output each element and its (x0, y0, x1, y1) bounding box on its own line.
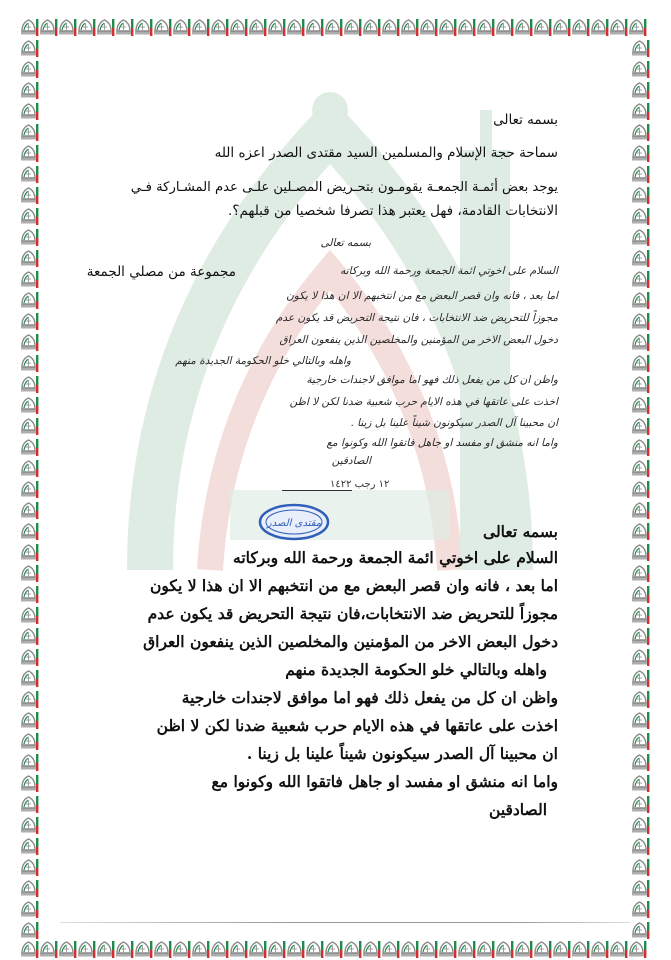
transcription-line: واما انه منشق او مفسد او جاهل فاتقوا الله وكونوا مع (211, 772, 558, 791)
mosque-dome-icon (457, 939, 476, 960)
mosque-dome-icon (20, 836, 39, 857)
mosque-dome-icon (631, 731, 650, 752)
handwritten-line: واظن ان كل من يفعل ذلك فهو اما موافق لاجندات خارجية (306, 374, 558, 386)
mosque-dome-icon (631, 563, 650, 584)
mosque-dome-icon (20, 689, 39, 710)
mosque-dome-icon (631, 248, 650, 269)
border-left (20, 38, 39, 941)
mosque-dome-icon (362, 939, 381, 960)
mosque-dome-icon (58, 17, 77, 38)
mosque-dome-icon (631, 101, 650, 122)
mosque-dome-icon (609, 939, 628, 960)
mosque-dome-icon (631, 605, 650, 626)
mosque-dome-icon (631, 374, 650, 395)
seal-text: مقتدى الصدر (266, 518, 322, 529)
mosque-dome-icon (77, 939, 96, 960)
mosque-dome-icon (631, 794, 650, 815)
mosque-dome-icon (20, 185, 39, 206)
mosque-dome-icon (20, 122, 39, 143)
question-sender: مجموعة من مصلي الجمعة (86, 264, 236, 280)
mosque-dome-icon (20, 59, 39, 80)
mosque-dome-icon (571, 17, 590, 38)
mosque-dome-icon (362, 17, 381, 38)
mosque-dome-icon (631, 185, 650, 206)
mosque-dome-icon (628, 17, 647, 38)
mosque-dome-icon (476, 939, 495, 960)
mosque-dome-icon (229, 17, 248, 38)
mosque-dome-icon (631, 59, 650, 80)
mosque-dome-icon (457, 17, 476, 38)
mosque-dome-icon (495, 17, 514, 38)
mosque-dome-icon (115, 17, 134, 38)
mosque-dome-icon (631, 773, 650, 794)
mosque-dome-icon (631, 290, 650, 311)
mosque-dome-icon (20, 416, 39, 437)
mosque-dome-icon (20, 815, 39, 836)
mosque-dome-icon (20, 710, 39, 731)
handwritten-line: واما انه منشق او مفسد او جاهل فاتقوا الله وكونوا مع (326, 437, 558, 449)
transcription-line: واهله وبالتالي خلو الحكومة الجديدة منهم (285, 660, 547, 679)
mosque-dome-icon (20, 311, 39, 332)
transcription-line: اخذت على عاتقها في هذه الايام حرب شعبية ضدنا لكن لا اظن (156, 716, 558, 735)
mosque-dome-icon (631, 395, 650, 416)
mosque-dome-icon (248, 17, 267, 38)
mosque-dome-icon (20, 164, 39, 185)
mosque-dome-icon (20, 920, 39, 941)
transcription-line: واظن ان كل من يفعل ذلك فهو اما موافق لاجندات خارجية (181, 688, 558, 707)
transcription-line: اما بعد ، فانه وان قصر البعض مع من انتخبهم الا ان هذا لا يكون (150, 576, 558, 595)
mosque-dome-icon (631, 500, 650, 521)
transcription-line: دخول البعض الاخر من المؤمنين والمخلصين الذين ينفعون العراق (143, 632, 558, 651)
mosque-dome-icon (20, 647, 39, 668)
transcription-line: مجوزاً للتحريض ضد الانتخابات،فان نتيجة التحريض قد يكون عدم (147, 604, 558, 623)
mosque-dome-icon (609, 17, 628, 38)
mosque-dome-icon (20, 731, 39, 752)
mosque-dome-icon (20, 17, 39, 38)
mosque-dome-icon (20, 899, 39, 920)
mosque-dome-icon (631, 857, 650, 878)
transcription-basmala: بسمه تعالى (483, 522, 558, 541)
mosque-dome-icon (286, 17, 305, 38)
mosque-dome-icon (631, 836, 650, 857)
mosque-dome-icon (305, 17, 324, 38)
mosque-dome-icon (153, 939, 172, 960)
transcription-line: السلام على اخوتي ائمة الجمعة ورحمة الله وبركاته (233, 548, 558, 567)
mosque-dome-icon (631, 122, 650, 143)
mosque-dome-icon (267, 17, 286, 38)
mosque-dome-icon (20, 878, 39, 899)
mosque-dome-icon (248, 939, 267, 960)
mosque-dome-icon (153, 17, 172, 38)
mosque-dome-icon (96, 939, 115, 960)
mosque-dome-icon (631, 206, 650, 227)
transcription-line: ان محبينا آل الصدر سيكونون شيناً علينا بل زينا . (246, 744, 558, 763)
mosque-dome-icon (58, 939, 77, 960)
mosque-dome-icon (631, 332, 650, 353)
mosque-dome-icon (20, 939, 39, 960)
question-line-1: يوجد بعض أئمـة الجمعـة يقومـون بتحـريض المصـلين علـى عدم المشـاركة فـي (130, 180, 558, 195)
mosque-dome-icon (96, 17, 115, 38)
mosque-dome-icon (229, 939, 248, 960)
mosque-dome-icon (631, 584, 650, 605)
mosque-dome-icon (20, 38, 39, 59)
mosque-dome-icon (20, 101, 39, 122)
handwritten-line: مجوزاً للتحريض ضد الانتخابات ، فان نتيجة التحريض قد يكون عدم (275, 312, 558, 324)
mosque-dome-icon (324, 939, 343, 960)
question-addressee: سماحة حجة الإسلام والمسلمين السيد مقتدى الصدر اعزه الله (214, 145, 558, 161)
mosque-dome-icon (476, 17, 495, 38)
mosque-dome-icon (631, 668, 650, 689)
mosque-dome-icon (590, 17, 609, 38)
mosque-dome-icon (343, 17, 362, 38)
mosque-dome-icon (20, 794, 39, 815)
mosque-dome-icon (631, 458, 650, 479)
mosque-dome-icon (210, 17, 229, 38)
handwritten-line: ان محبينا آل الصدر سيكونون شيناً علينا بل زينا . (350, 417, 558, 429)
mosque-dome-icon (77, 17, 96, 38)
mosque-dome-icon (20, 248, 39, 269)
mosque-dome-icon (20, 563, 39, 584)
mosque-dome-icon (631, 899, 650, 920)
mosque-dome-icon (533, 939, 552, 960)
mosque-dome-icon (343, 939, 362, 960)
mosque-dome-icon (419, 17, 438, 38)
mosque-dome-icon (267, 939, 286, 960)
handwritten-line: واهله وبالتالي خلو الحكومة الجديدة منهم (175, 355, 351, 367)
handwritten-line: الصادقين (331, 455, 371, 467)
mosque-dome-icon (631, 710, 650, 731)
mosque-dome-icon (631, 437, 650, 458)
signature-line (282, 490, 352, 491)
handwritten-line: السلام على اخوتي ائمة الجمعة ورحمة الله وبركاته (340, 265, 558, 277)
mosque-dome-icon (631, 416, 650, 437)
mosque-dome-icon (305, 939, 324, 960)
handwritten-line: اخذت على عاتقها في هذه الايام حرب شعبية ضدنا لكن لا اظن (289, 396, 558, 408)
mosque-dome-icon (514, 939, 533, 960)
mosque-dome-icon (191, 939, 210, 960)
mosque-dome-icon (400, 17, 419, 38)
mosque-dome-icon (631, 479, 650, 500)
mosque-dome-icon (438, 17, 457, 38)
mosque-dome-icon (631, 878, 650, 899)
mosque-dome-icon (631, 626, 650, 647)
mosque-dome-icon (438, 939, 457, 960)
mosque-dome-icon (20, 269, 39, 290)
mosque-dome-icon (20, 80, 39, 101)
mosque-dome-icon (20, 605, 39, 626)
mosque-dome-icon (191, 17, 210, 38)
official-seal-icon (258, 503, 330, 541)
mosque-dome-icon (20, 479, 39, 500)
mosque-dome-icon (552, 17, 571, 38)
mosque-dome-icon (631, 353, 650, 374)
border-right (631, 38, 650, 941)
mosque-dome-icon (39, 939, 58, 960)
mosque-dome-icon (381, 17, 400, 38)
mosque-dome-icon (134, 939, 153, 960)
mosque-dome-icon (631, 689, 650, 710)
mosque-dome-icon (20, 584, 39, 605)
mosque-dome-icon (20, 857, 39, 878)
mosque-dome-icon (631, 542, 650, 563)
mosque-dome-icon (172, 939, 191, 960)
mosque-dome-icon (631, 143, 650, 164)
mosque-dome-icon (631, 38, 650, 59)
mosque-dome-icon (20, 668, 39, 689)
mosque-dome-icon (495, 939, 514, 960)
mosque-dome-icon (20, 332, 39, 353)
mosque-dome-icon (20, 752, 39, 773)
mosque-dome-icon (20, 437, 39, 458)
mosque-dome-icon (631, 164, 650, 185)
mosque-dome-icon (20, 395, 39, 416)
mosque-dome-icon (324, 17, 343, 38)
mosque-dome-icon (172, 17, 191, 38)
mosque-dome-icon (20, 290, 39, 311)
handwritten-line: دخول البعض الاخر من المؤمنين والمخلصين الذين ينفعون العراق (279, 334, 558, 346)
mosque-dome-icon (20, 353, 39, 374)
mosque-dome-icon (20, 458, 39, 479)
border-top (20, 17, 647, 38)
mosque-dome-icon (631, 227, 650, 248)
mosque-dome-icon (20, 206, 39, 227)
mosque-dome-icon (631, 920, 650, 941)
mosque-dome-icon (210, 939, 229, 960)
question-line-2: الانتخابات القادمة، فهل يعتبر هذا تصرفا شخصيا من قبلهم؟. (228, 203, 558, 219)
handwritten-date: ١٢ رجب ١٤٢٢ (330, 479, 390, 490)
mosque-dome-icon (20, 374, 39, 395)
mosque-dome-icon (20, 521, 39, 542)
mosque-dome-icon (631, 269, 650, 290)
mosque-dome-icon (419, 939, 438, 960)
mosque-dome-icon (39, 17, 58, 38)
mosque-dome-icon (631, 80, 650, 101)
mosque-dome-icon (631, 752, 650, 773)
mosque-dome-icon (628, 939, 647, 960)
mosque-dome-icon (20, 143, 39, 164)
handwritten-basmala: بسمه تعالى (320, 237, 371, 249)
mosque-dome-icon (115, 939, 134, 960)
mosque-dome-icon (20, 542, 39, 563)
transcription-line: الصادقين (489, 800, 547, 819)
mosque-dome-icon (533, 17, 552, 38)
mosque-dome-icon (20, 626, 39, 647)
border-bottom (20, 939, 647, 960)
handwritten-line: اما بعد ، فانه وان قصر البعض مع من انتخبهم الا ان هذا لا يكون (286, 290, 558, 302)
mosque-dome-icon (514, 17, 533, 38)
mosque-dome-icon (631, 311, 650, 332)
mosque-dome-icon (552, 939, 571, 960)
mosque-dome-icon (590, 939, 609, 960)
mosque-dome-icon (631, 521, 650, 542)
mosque-dome-icon (631, 815, 650, 836)
mosque-dome-icon (571, 939, 590, 960)
question-basmala: بسمه تعالى (493, 112, 558, 128)
mosque-dome-icon (400, 939, 419, 960)
mosque-dome-icon (381, 939, 400, 960)
mosque-dome-icon (20, 500, 39, 521)
mosque-dome-icon (134, 17, 153, 38)
mosque-dome-icon (631, 647, 650, 668)
bottom-divider (60, 922, 630, 923)
mosque-dome-icon (20, 773, 39, 794)
mosque-dome-icon (286, 939, 305, 960)
mosque-dome-icon (20, 227, 39, 248)
